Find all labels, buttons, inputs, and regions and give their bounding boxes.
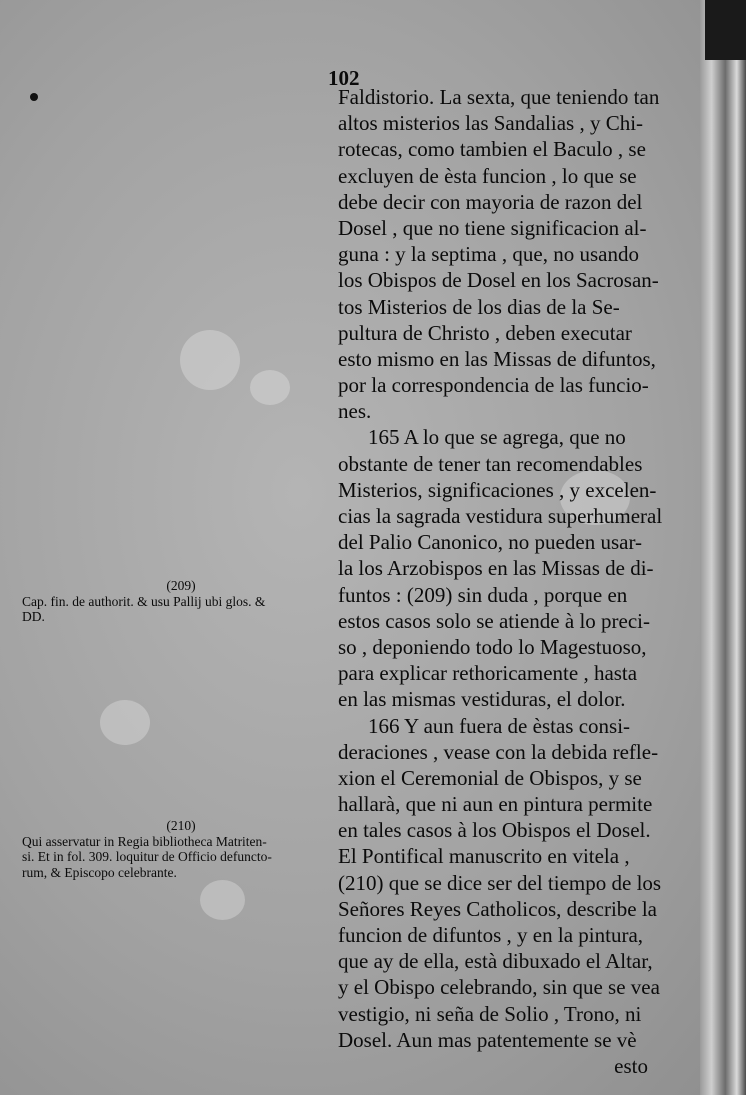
text-line: xion el Ceremonial de Obispos, y se (338, 765, 642, 790)
page-number: 102 (328, 66, 360, 90)
marginal-note-209 (22, 578, 340, 625)
text-line: tos Misterios de los dias de la Se- (338, 294, 620, 319)
catchword: esto (614, 1053, 648, 1078)
text-line: en las mismas vestiduras, el dolor. (338, 687, 626, 712)
page-corner-shadow (705, 0, 746, 60)
note-line: si. Et in fol. 309. loquitur de Officio defuncto- (22, 849, 272, 864)
text-line: guna : y la septima , que, no usando (338, 242, 639, 267)
text-line: altos misterios las Sandalias , y Chi- (338, 111, 644, 136)
text-line: deraciones , vease con la debida refle- (338, 739, 659, 764)
paragraph-start-165: 165 A lo que se agrega, que no (368, 425, 626, 450)
text-line: El Pontifical manuscrito en vitela , (338, 844, 630, 869)
text-line: y el Obispo celebrando, sin que se vea (338, 975, 660, 1000)
text-line: Dosel , que no tiene significacion al- (338, 215, 647, 240)
text-line: que ay de ella, està dibuxado el Altar, (338, 949, 653, 974)
text-line: funcion de difuntos , y en la pintura, (338, 923, 644, 947)
text-line: para explicar rethoricamente , hasta (338, 661, 638, 686)
text-line: los Obispos de Dosel en los Sacrosan- (338, 268, 659, 293)
text-line: esto mismo en las Missas de difuntos, (338, 346, 656, 371)
text-line: cias la sagrada vestidura superhumeral (338, 504, 663, 528)
text-line: excluyen de èsta funcion , lo que se (338, 163, 637, 188)
text-line: obstante de tener tan recomendables (338, 451, 643, 476)
text-line: nes. (338, 399, 372, 424)
text-line: del Palio Canonico, no pueden usar- (338, 530, 643, 555)
paper-stain (200, 880, 245, 920)
text-line: Dosel. Aun mas patentemente se vè (338, 1027, 637, 1052)
text-line: so , deponiendo todo lo Magestuoso, (338, 634, 647, 659)
text-line: la los Arzobispos en las Missas de di- (338, 556, 654, 581)
note-number: (209) (166, 578, 196, 593)
text-line: Misterios, significaciones , y excelen- (338, 477, 657, 502)
note-line: DD. (22, 609, 45, 624)
paragraph-start-166: 166 Y aun fuera de èstas consi- (368, 713, 631, 738)
text-line: Faldistorio. La sexta, que teniendo tan (338, 85, 660, 109)
marginal-note-210 (22, 818, 340, 880)
text-line: estos casos solo se atiende à lo preci- (338, 608, 650, 633)
note-line: Cap. fin. de authorit. & usu Pallij ubi glos. & (22, 593, 266, 609)
text-line: hallarà, que ni aun en pintura permite (338, 792, 653, 817)
text-line: debe decir con mayoria de razon del (338, 189, 643, 214)
paper-stain (180, 330, 240, 390)
note-line: Qui asservatur in Regia bibliotheca Matriten- (22, 833, 267, 849)
text-line: (210) que se dice ser del tiempo de los (338, 870, 662, 895)
text-line: en tales casos à los Obispos el Dosel. (338, 818, 651, 843)
text-line: pultura de Christo , deben executar (338, 320, 632, 345)
text-line: Señores Reyes Catholicos, describe la (338, 896, 657, 921)
page-spine-shadow (700, 0, 746, 1095)
paper-stain (250, 370, 290, 405)
note-line: rum, & Episcopo celebrante. (22, 864, 177, 880)
text-line: rotecas, como tambien el Baculo , se (338, 137, 646, 162)
text-line: por la correspondencia de las funcio- (338, 373, 649, 398)
paper-stain (100, 700, 150, 745)
text-line: vestigio, ni seña de Solio , Trono, ni (338, 1001, 642, 1026)
text-line: funtos : (209) sin duda , porque en (338, 582, 628, 607)
main-text-column (338, 84, 663, 1079)
note-number: (210) (166, 818, 196, 833)
ink-dot (30, 93, 38, 101)
